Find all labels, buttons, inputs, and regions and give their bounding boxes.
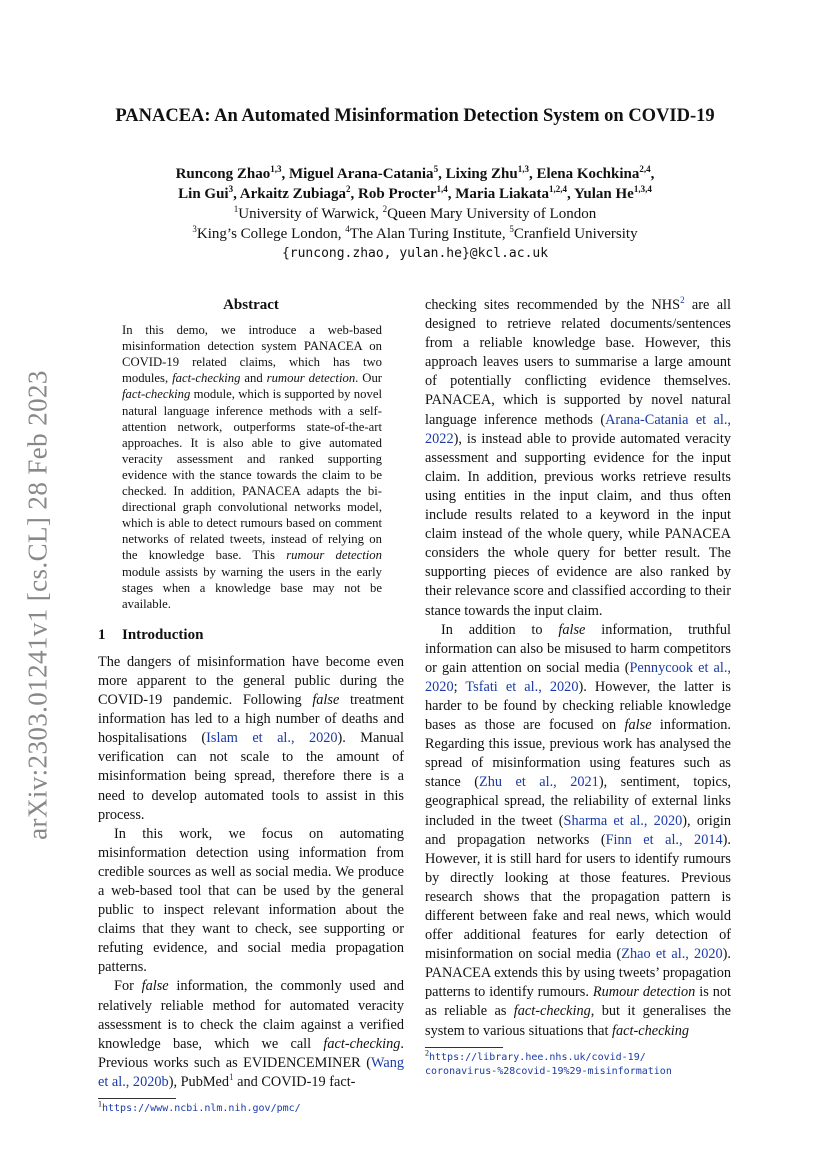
author-name: Miguel Arana-Catania	[288, 166, 434, 182]
citation-link[interactable]: Pennycook et al., 2020	[425, 659, 731, 695]
affiliation-name: Cranfield University	[513, 226, 638, 242]
text-run: For	[114, 978, 142, 995]
abstract-heading: Abstract	[223, 297, 279, 313]
affiliation-line-2	[100, 224, 730, 244]
arxiv-stamp	[24, 365, 52, 845]
text-run: In addition to	[441, 621, 559, 638]
affiliation-marker: 3	[192, 224, 197, 234]
author-affiliation-marker: 1,3	[270, 164, 282, 174]
text-run: module assists by warning the users in the early stages when a knowledge base may not be available.	[122, 564, 382, 611]
author-line-2: Lin Gui$^3$, Arkaitz Zubiaga$^2$, Rob Procter$^{1,4}$, Maria Liakata$^{1,2,4}$, Yulan He$^{1,3,4}$	[178, 184, 652, 202]
author-name: Arkaitz Zubiaga	[239, 186, 347, 202]
author-name: Yulan He	[573, 186, 634, 202]
author-affiliation-marker: 3	[228, 184, 234, 194]
author-name: Lin Gui	[178, 186, 229, 202]
text-run: ). However, the latter is harder to be found by checking reliable knowledge bases as those are focused on	[425, 678, 731, 734]
footnote-2-url-line-1[interactable]: https://library.hee.nhs.uk/covid-19/	[429, 1051, 646, 1063]
right-paragraph-2	[425, 621, 731, 1041]
affiliation-name: The Alan Turing Institute,	[349, 226, 510, 242]
abstract-text	[122, 322, 382, 612]
text-run: ). However, it is still hard for users to identify rumours by directly looking at those features. Previous research shows that the propagation pattern is different between fake and real news, which would offer additional features for early detection of misinformation on social media (	[425, 831, 731, 963]
left-column	[98, 296, 404, 1116]
section-number: 1	[98, 626, 106, 643]
text-run: is not as reliable as	[425, 984, 731, 1020]
text-run: information, truthful information can also be misused to harm competitors or gain attention on social media (	[425, 621, 732, 676]
affiliation-name: King’s College London,	[196, 226, 346, 242]
footnote-number: 2	[425, 1048, 429, 1058]
author-name: Maria Liakata	[455, 186, 549, 202]
text-run: In this demo, we introduce a web-based misinformation detection system PANACEA on COVID-19 related claims, which has two modules,	[122, 323, 382, 386]
text-run: ). Manual verification can not scale to the amount of misinformation being spread, therefore there is a need to develop automated tools to assist in this process.	[98, 730, 404, 823]
affiliation-marker: 1	[233, 204, 239, 214]
emphasis-text: rumour detection	[266, 371, 356, 386]
emphasis-text: fact-checking	[172, 371, 241, 386]
emphasis-text: fact-checking	[122, 387, 191, 402]
text-run: ;	[453, 678, 466, 695]
footnote-2	[425, 1048, 731, 1079]
citation-link[interactable]: Islam et al., 2020	[206, 730, 338, 747]
text-run: . Our	[355, 371, 383, 386]
author-email[interactable]: {runcong.zhao, yulan.he}@kcl.ac.uk	[281, 246, 549, 261]
emphasis-text: false	[312, 692, 340, 709]
text-run: module, which is supported by novel natural language inference methods with a self-attention network, outperforms state-of-the-art approaches. It is also able to give automated veracity assessment and ranked supporting evidence with the stance towards the claim to be checked. In addition, PANACEA adapts the bi-directional graph convolutional networks model, which is able to detect rumours based on comment networks of related tweets, instead of relying on the knowledge base. This	[122, 387, 382, 563]
right-column	[425, 296, 731, 1079]
emphasis-text: false	[558, 621, 586, 638]
citation-link[interactable]: Sharma et al., 2020	[563, 812, 683, 829]
intro-paragraph-3	[98, 977, 404, 1092]
author-affiliation-marker: 5	[433, 164, 439, 174]
arxiv-id-text: arXiv:2303.01241v1 [cs.CL] 28 Feb 2023	[22, 370, 53, 840]
footnote-1	[98, 1099, 404, 1116]
emphasis-text: fact-checking	[612, 1022, 690, 1039]
affiliation-marker: 2	[382, 204, 388, 214]
footnote-marker[interactable]: 1	[229, 1072, 234, 1083]
citation-link[interactable]: Finn et al., 2014	[605, 831, 723, 848]
text-run: ), PubMed	[168, 1073, 230, 1090]
text-run: checking sites recommended by the NHS	[425, 297, 681, 313]
intro-paragraph-1	[98, 653, 404, 825]
affiliation-line-1	[100, 204, 730, 224]
text-run: information, the commonly used and relatively reliable method for automated veracity assessment is to check the claim against a verified knowledge base, which we call	[98, 978, 404, 1052]
text-run: are all designed to retrieve related documents/sentences from a reliable knowledge base. However, this approach leaves users to summarise a large amount of potentially conflicting evidence themselves. PANACEA, which is supported by novel natural language inference methods (	[425, 297, 732, 428]
citation-link[interactable]: Tsfati et al., 2020	[465, 678, 579, 695]
emphasis-text: false	[624, 717, 652, 734]
intro-paragraph-2	[98, 825, 404, 978]
author-name: Rob Procter	[358, 186, 437, 202]
emphasis-text: fact-checking	[323, 1035, 401, 1052]
author-name: Lixing Zhu	[445, 166, 518, 182]
author-name: Runcong Zhao	[175, 166, 271, 182]
affiliation-marker: 5	[509, 224, 514, 234]
author-name: Elena Kochkina	[536, 166, 640, 182]
citation-link[interactable]: Arana-Catania et al., 2022	[425, 411, 731, 447]
text-run: ), is instead able to provide automated veracity assessment and supporting evidence for the input claim. In addition, previous works retrieve results using entities in the input claim, and thus often include results related to a keyword in the input claim instead of the whole query, while PANACEA considers the whole query for better result. The supporting pieces of evidence are also ranked by their relevance score and classified according to their stance towards the input claim.	[425, 430, 731, 619]
author-affiliation-marker: 1,2,4	[549, 184, 567, 194]
emphasis-text: fact-checking	[513, 1003, 591, 1020]
text-run: and COVID-19 fact-	[233, 1073, 356, 1090]
emphasis-text: Rumour detection	[592, 984, 696, 1001]
text-run: . Previous works such as EVIDENCEMINER (	[98, 1035, 404, 1071]
text-run: treatment information has led to a high number of deaths and hospitalisations (	[98, 692, 404, 747]
footnote-rule	[425, 1047, 503, 1048]
text-run: information. Regarding this issue, previous work has analysed the spread of misinformation using features such as stance (	[425, 717, 731, 791]
citation-link[interactable]: Zhu et al., 2021	[478, 774, 599, 791]
emphasis-text: false	[141, 978, 169, 995]
text-run: ). PANACEA extends this by using tweets’ propagation patterns to identify rumours.	[425, 946, 731, 1001]
emphasis-text: rumour detection	[286, 548, 382, 563]
affiliation-name: University of Warwick,	[238, 206, 383, 222]
affiliation-name: Queen Mary University of London	[387, 206, 597, 222]
author-affiliation-marker: 1,3	[517, 164, 529, 174]
author-affiliation-marker: 1,3,4	[633, 184, 652, 194]
citation-link[interactable]: Zhao et al., 2020	[621, 946, 723, 963]
footnote-rule	[98, 1098, 176, 1099]
text-run: In this work, we focus on automating misinformation detection using information from credible sources as well as social media. We produce a web-based tool that can be used by the general public to inspect relevant information about the claims that they want to check, see supporting or refuting evidence, and social media propagation patterns.	[98, 825, 404, 976]
text-run: The dangers of misinformation have become even more apparent to the general public during the COVID-19 pandemic. Following	[98, 653, 404, 709]
author-line-1: Runcong Zhao$^{1,3}$, Miguel Arana-Catania$^5$, Lixing Zhu$^{1,3}$, Elena Kochkina$^{2,4}$,	[175, 164, 655, 182]
author-affiliation-marker: 1,4	[436, 184, 448, 194]
footnote-1-url[interactable]: https://www.ncbi.nlm.nih.gov/pmc/	[102, 1103, 301, 1115]
section-heading-introduction	[98, 626, 404, 645]
footnote-marker[interactable]: 2	[680, 295, 685, 306]
text-run: and	[240, 371, 267, 386]
footnote-2-url-line-2[interactable]: coronavirus-%28covid-19%29-misinformation	[425, 1065, 672, 1077]
citation-link[interactable]: Wang et al., 2020b	[98, 1054, 404, 1090]
text-run: ), origin and propagation networks (	[425, 812, 731, 848]
footnote-number: 1	[98, 1099, 102, 1109]
author-affiliation-marker: 2,4	[639, 164, 651, 174]
author-block	[100, 164, 730, 264]
right-paragraph-1	[425, 296, 731, 621]
text-run: ), sentiment, topics, geographical spread, the reliability of external links included in the tweet (	[425, 774, 731, 829]
paper-title: PANACEA: An Automated Misinformation Detection System on COVID-19	[115, 106, 715, 126]
author-affiliation-marker: 2	[346, 184, 351, 194]
affiliation-marker: 4	[345, 224, 350, 234]
text-run: , but it generalises the system to various situations that	[425, 1003, 731, 1039]
section-title: Introduction	[122, 626, 204, 643]
